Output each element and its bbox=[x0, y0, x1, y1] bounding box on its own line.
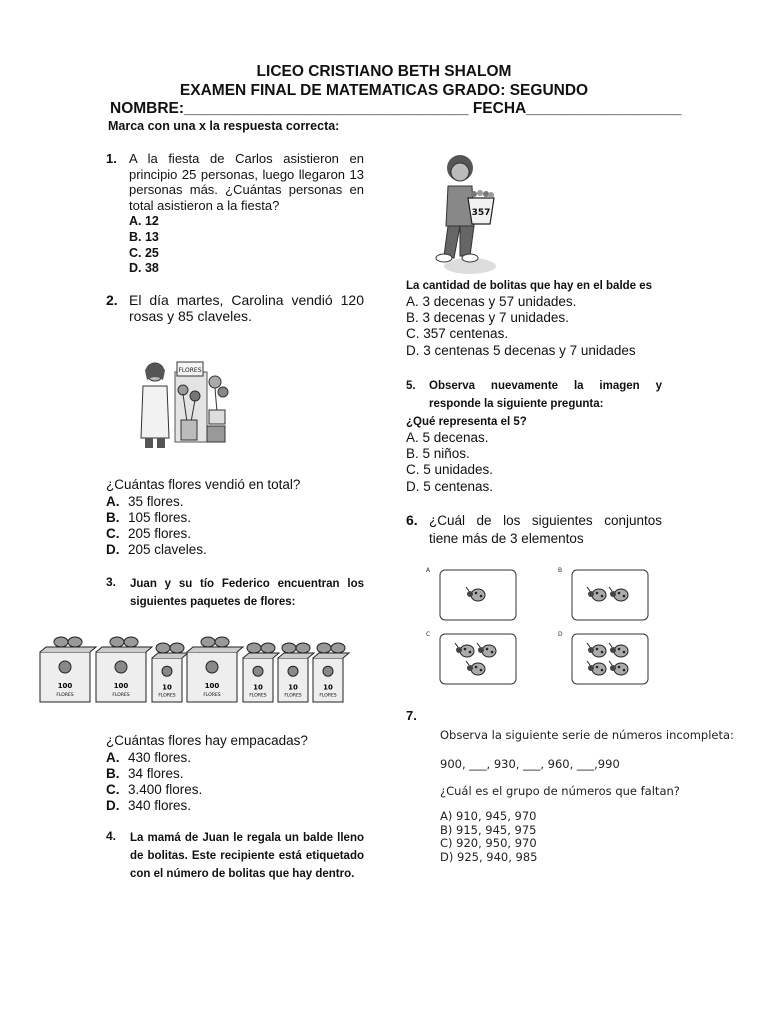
question-prompt: ¿Cuál es el grupo de números que faltan? bbox=[440, 784, 680, 798]
option-b[interactable]: B. 13 bbox=[129, 229, 159, 244]
option-a[interactable]: A. 5 decenas. bbox=[406, 430, 489, 445]
package-word: FLORES bbox=[158, 693, 176, 699]
option-d[interactable]: D. 38 bbox=[129, 261, 159, 276]
option-b[interactable]: B. 5 niños. bbox=[406, 446, 470, 462]
question-number: 1. bbox=[106, 151, 117, 166]
flower-package bbox=[278, 643, 314, 702]
question-7-options bbox=[440, 810, 537, 864]
option-d[interactable]: D. 3 centenas 5 decenas y 7 unidades bbox=[406, 342, 636, 358]
question-prompt: La cantidad de bolitas que hay en el balde es bbox=[406, 280, 653, 292]
option-d[interactable]: D) 925, 940, 985 bbox=[440, 849, 538, 864]
package-number: 10 bbox=[323, 683, 333, 692]
package-word: FLORES bbox=[56, 693, 74, 698]
set-label: A bbox=[426, 567, 431, 574]
set-label: C bbox=[426, 631, 431, 638]
flower-package bbox=[313, 643, 349, 702]
package-word: FLORES bbox=[284, 693, 302, 699]
instruction: Marca con una x la respuesta correcta: bbox=[108, 119, 340, 133]
question-text: Juan y su tío Federico encuentran los siguientes paquetes de flores: bbox=[130, 578, 364, 608]
question-7-number: 7. bbox=[406, 708, 417, 723]
package-word: FLORES bbox=[112, 693, 130, 698]
florist-illustration bbox=[135, 352, 237, 452]
option-d[interactable]: D. 340 flores. bbox=[106, 798, 192, 814]
set-c[interactable] bbox=[426, 631, 516, 684]
question-number: 6. bbox=[406, 512, 418, 528]
boy-with-bucket-illustration bbox=[430, 148, 502, 280]
school-name: LICEO CRISTIANO BETH SHALOM bbox=[256, 63, 512, 80]
question-5 bbox=[406, 377, 662, 495]
option-b[interactable]: B. 3 decenas y 7 unidades. bbox=[406, 310, 569, 326]
package-number: 10 bbox=[288, 683, 298, 692]
option-c[interactable]: C. 357 centenas. bbox=[406, 326, 509, 342]
question-text: A la fiesta de Carlos asistieron en principio 25 personas, luego llegaron 13 personas más. ¿Cuántas personas en total asistieron a la fiesta? bbox=[129, 151, 364, 213]
question-number: 5. bbox=[406, 380, 416, 392]
option-b[interactable]: B) 915, 945, 975 bbox=[440, 822, 537, 837]
set-label: B bbox=[558, 567, 563, 574]
flower-package bbox=[40, 637, 96, 702]
package-word: FLORES bbox=[319, 693, 337, 699]
question-3-answers bbox=[106, 733, 364, 814]
options bbox=[406, 430, 662, 495]
option-a[interactable]: A) 910, 945, 970 bbox=[440, 809, 537, 823]
option-c[interactable]: C. 25 bbox=[129, 245, 159, 260]
option-d[interactable]: D. 5 centenas. bbox=[406, 478, 494, 494]
question-text: ¿Cuál de los siguientes conjuntos tiene más de 3 elementos bbox=[429, 513, 662, 546]
question-6 bbox=[406, 512, 662, 548]
shop-sign: FLORES bbox=[178, 367, 202, 374]
option-a[interactable]: A. 12 bbox=[129, 214, 159, 228]
package-number: 10 bbox=[253, 683, 263, 692]
set-d[interactable] bbox=[558, 631, 648, 684]
question-2-answers bbox=[106, 477, 364, 558]
set-a[interactable] bbox=[426, 567, 516, 620]
package-number: 100 bbox=[57, 682, 73, 690]
series-intro: Observa la siguiente serie de números incompleta: bbox=[440, 728, 734, 742]
question-text: El día martes, Carolina vendió 120 rosas y 85 claveles. bbox=[129, 292, 364, 324]
flower-package bbox=[187, 637, 243, 702]
question-2 bbox=[106, 292, 364, 324]
question-1 bbox=[106, 151, 364, 277]
question-number: 2. bbox=[106, 292, 118, 308]
options bbox=[129, 214, 364, 277]
question-prompt: ¿Cuántas flores hay empacadas? bbox=[106, 733, 308, 748]
question-prompt: ¿Cuántas flores vendió en total? bbox=[106, 477, 301, 492]
package-number: 100 bbox=[204, 682, 220, 690]
option-b[interactable]: B. 105 flores. bbox=[106, 509, 192, 525]
package-number: 10 bbox=[162, 683, 172, 692]
option-a[interactable]: A. 430 flores. bbox=[106, 749, 192, 765]
question-text: La mamá de Juan le regala un balde lleno de bolitas. Este recipiente está etiquetado con el número de bolitas que hay dentro. bbox=[130, 832, 364, 880]
flower-package bbox=[243, 643, 279, 702]
name-date-line: NOMBRE:_________________________________ FECHA__________________ bbox=[110, 100, 682, 117]
sets-figure bbox=[420, 562, 702, 690]
flower-package bbox=[152, 643, 188, 702]
question-number: 3. bbox=[106, 575, 117, 589]
question-number: 4. bbox=[106, 829, 117, 843]
set-b[interactable] bbox=[558, 567, 648, 620]
question-4 bbox=[106, 829, 364, 883]
exam-title: EXAMEN FINAL DE MATEMATICAS GRADO: SEGUNDO bbox=[179, 82, 589, 99]
package-word: FLORES bbox=[249, 693, 267, 699]
package-number: 100 bbox=[113, 682, 129, 690]
flower-packages bbox=[38, 628, 337, 704]
option-c[interactable]: C. 3.400 flores. bbox=[106, 781, 203, 797]
option-c[interactable]: C. 205 flores. bbox=[106, 525, 192, 541]
package-word: FLORES bbox=[203, 693, 221, 698]
option-a[interactable]: A. 3 decenas y 57 unidades. bbox=[406, 294, 577, 309]
question-prompt: ¿Qué representa el 5? bbox=[406, 416, 527, 428]
question-4-answers bbox=[406, 278, 666, 359]
question-text: Observa nuevamente la imagen y responde la siguiente pregunta: bbox=[429, 380, 662, 410]
option-b[interactable]: B. 34 flores. bbox=[106, 765, 184, 781]
option-d[interactable]: D. 205 claveles. bbox=[106, 542, 207, 558]
set-label: D bbox=[558, 631, 563, 638]
question-3 bbox=[106, 575, 364, 611]
flower-package bbox=[96, 637, 152, 702]
option-c[interactable]: C) 920, 950, 970 bbox=[440, 836, 537, 850]
options bbox=[406, 294, 666, 359]
option-a[interactable]: A. 35 flores. bbox=[106, 493, 184, 509]
bucket-label: 357 bbox=[471, 208, 491, 218]
series: 900, ___, 930, ___, 960, ___,990 bbox=[440, 757, 620, 771]
option-c[interactable]: C. 5 unidades. bbox=[406, 462, 494, 478]
